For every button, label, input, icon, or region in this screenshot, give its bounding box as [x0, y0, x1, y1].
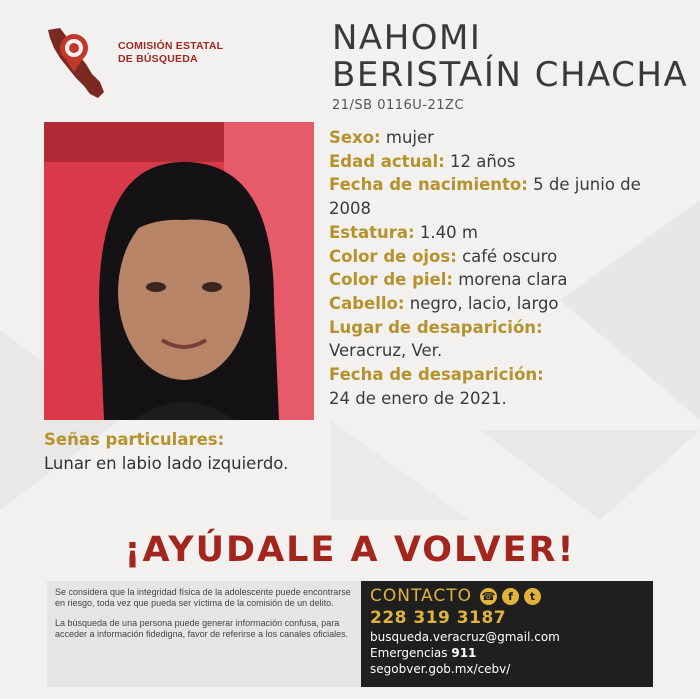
contact-website[interactable]: segobver.gob.mx/cebv/ — [370, 662, 511, 676]
distinguishing-marks — [44, 428, 374, 476]
contact-box — [361, 581, 653, 687]
detail-sexo: Sexo: mujer — [329, 128, 434, 147]
detail-ojos: Color de ojos: café oscuro — [329, 246, 558, 266]
case-code: 21/SB 0116U-21ZC — [332, 98, 465, 113]
detail-fecha: Fecha de desaparición: 24 de enero de 2021. — [329, 365, 544, 408]
disclaimer-box — [47, 581, 361, 687]
contact-phone[interactable]: 228 319 3187 — [370, 608, 507, 628]
person-name-block — [332, 20, 692, 113]
person-last-name: BERISTAÍN CHACHA — [332, 55, 689, 95]
disclaimer-p2: La búsqueda de una persona puede generar información confusa, para acceder a información fidedigna, favor de referirse a los canales oficiales. — [55, 618, 349, 639]
detail-edad: Edad actual: 12 años — [329, 151, 516, 171]
contact-email[interactable]: busqueda.veracruz@gmail.com — [370, 630, 560, 644]
person-photo — [44, 122, 314, 420]
disclaimer-p1: Se considera que la integridad física de la adolescente puede encontrarse en riesgo, toda vez que pueda ser víctima de la comisión de un delito. — [55, 587, 351, 608]
twitter-icon[interactable]: t — [524, 588, 541, 605]
facebook-icon[interactable]: f — [502, 588, 519, 605]
veracruz-map-pin-icon — [40, 24, 120, 104]
logo-text: COMISIÓN ESTATAL DE BÚSQUEDA — [118, 40, 224, 65]
phone-icon: ☎ — [481, 589, 496, 603]
contact-title: CONTACTO — [370, 586, 472, 606]
detail-piel: Color de piel: morena clara — [329, 270, 568, 290]
detail-lugar: Lugar de desaparición: Veracruz, Ver. — [329, 317, 543, 361]
person-first-name: NAHOMI — [332, 18, 482, 58]
contact-emergency: Emergencias 911 — [370, 646, 477, 660]
commission-logo — [40, 24, 250, 104]
detail-nacimiento: Fecha de nacimiento: 5 de junio de 2008 — [329, 175, 641, 219]
senas-value: Lunar en labio lado izquierdo. — [44, 454, 289, 473]
detail-cabello: Cabello: negro, lacio, largo — [329, 293, 559, 313]
senas-label: Señas particulares: — [44, 430, 225, 449]
person-details — [329, 126, 669, 410]
detail-estatura: Estatura: 1.40 m — [329, 222, 478, 242]
headline: ¡AYÚDALE A VOLVER! — [124, 530, 576, 570]
